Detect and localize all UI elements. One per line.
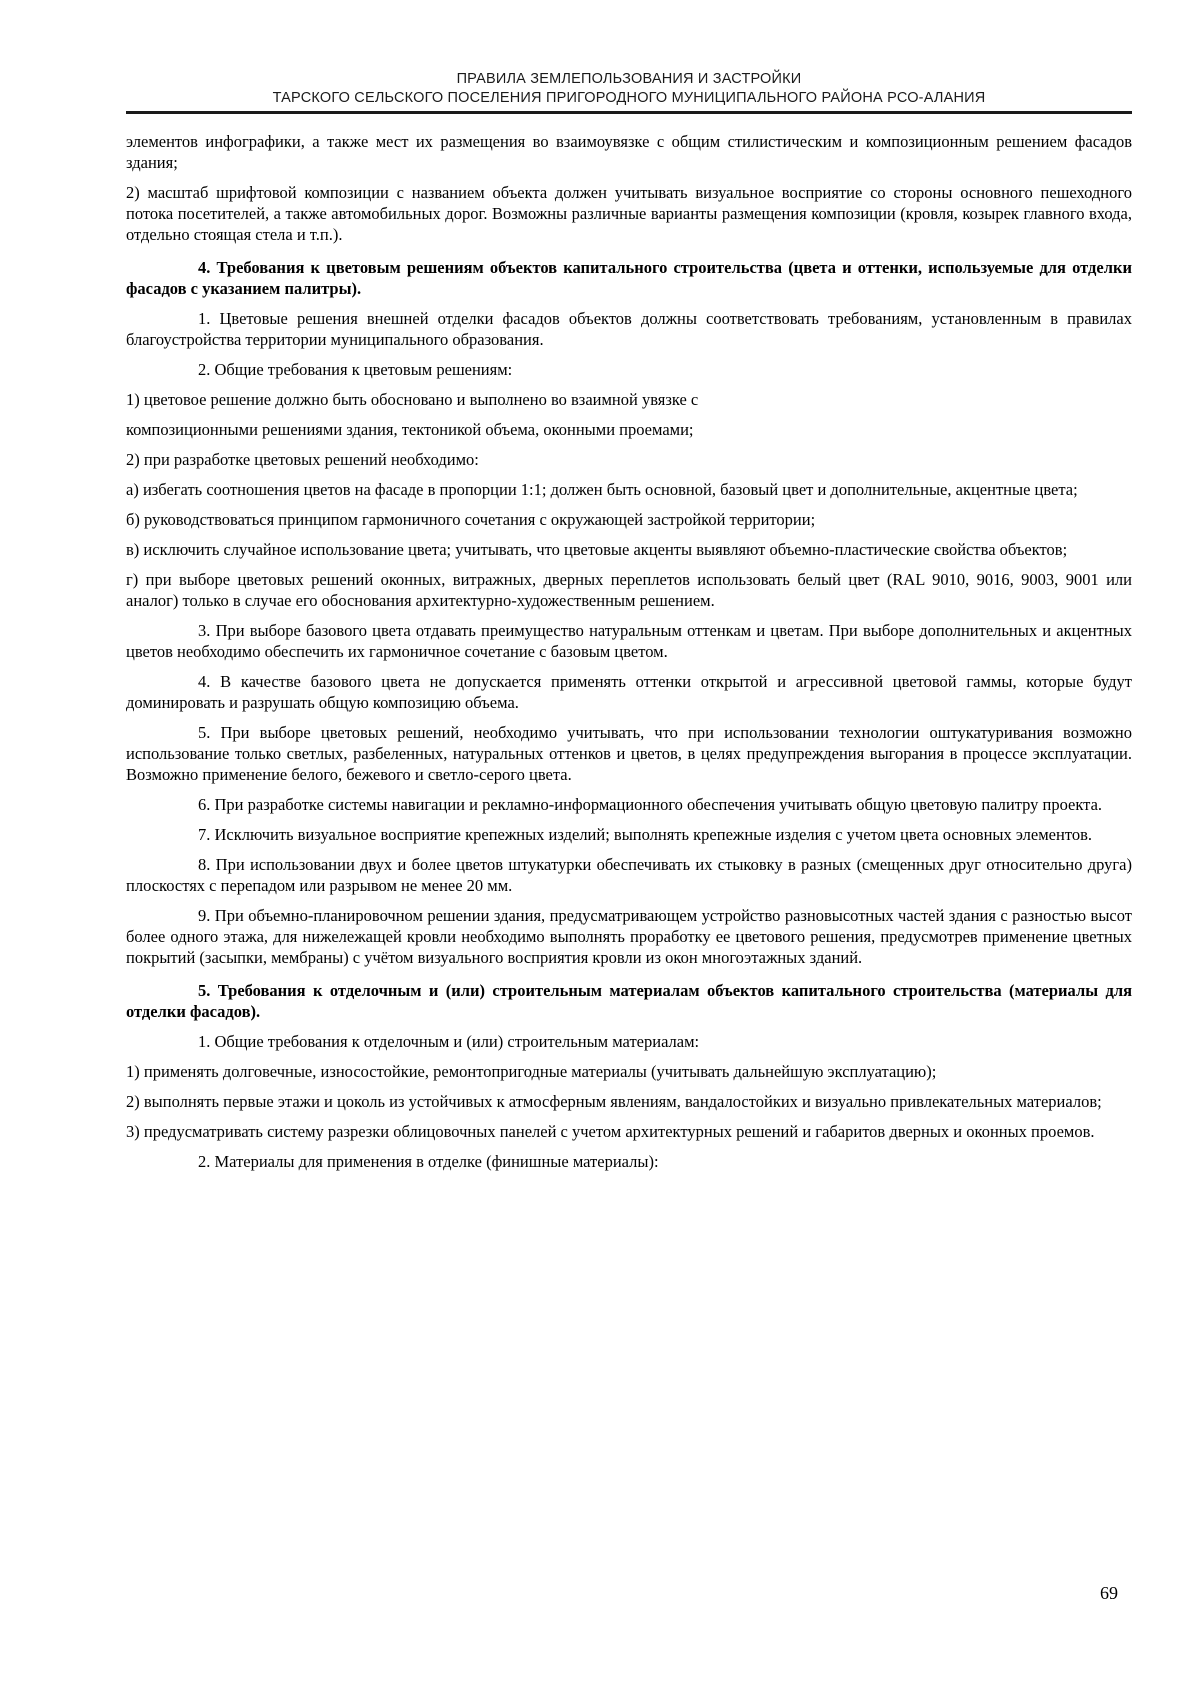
section-heading: 5. Требования к отделочным и (или) строительным материалам объектов капитального строительства (материалы для отделки фасадов). <box>126 981 1132 1021</box>
paragraph: композиционными решениями здания, тектоникой объема, оконными проемами; <box>126 420 694 439</box>
paragraph: 2) масштаб шрифтовой композиции с названием объекта должен учитывать визуальное восприятие со стороны основного пешеходного потока посетителей, а также автомобильных дорог. Возможны различные варианты размещения композиции (кровля, козырек главного входа, отдельно стоящая стела и т.п.). <box>126 183 1132 244</box>
paragraph: 7. Исключить визуальное восприятие крепежных изделий; выполнять крепежные изделия с учетом цвета основных элементов. <box>198 825 1092 844</box>
paragraph: 6. При разработке системы навигации и рекламно-информационного обеспечения учитывать общую цветовую палитру проекта. <box>198 795 1103 814</box>
paragraph: 9. При объемно-планировочном решении здания, предусматривающем устройство разновысотных частей здания с разностью высот более одного этажа, для нижележащей кровли необходимо выполнять проработку ее цветового решения, предусмотрев применение цветных покрытий (засыпки, мембраны) с учётом визуального восприятия кровли из окон многоэтажных зданий. <box>126 906 1132 967</box>
running-header <box>126 70 1132 114</box>
section-heading: 4. Требования к цветовым решениям объектов капитального строительства (цвета и оттенки, используемые для отделки фасадов с указанием палитры). <box>126 258 1132 298</box>
page-number: 69 <box>1100 1583 1118 1603</box>
paragraph: 3. При выборе базового цвета отдавать преимущество натуральным оттенкам и цветам. При выборе дополнительных и акцентных цветов необходимо обеспечить их гармоничное сочетание с базовым цветом. <box>126 621 1132 661</box>
paragraph: 1) применять долговечные, износостойкие, ремонтопригодные материалы (учитывать дальнейшую эксплуатацию); <box>126 1062 937 1081</box>
paragraph: 2) выполнять первые этажи и цоколь из устойчивых к атмосферным явлениям, вандалостойких и визуально привлекательных материалов; <box>126 1092 1102 1111</box>
paragraph: элементов инфографики, а также мест их размещения во взаимоувязке с общим стилистическим и композиционным решением фасадов здания; <box>126 132 1132 172</box>
paragraph: 2. Общие требования к цветовым решениям: <box>198 360 513 379</box>
paragraph: б) руководствоваться принципом гармоничного сочетания с окружающей застройкой территории; <box>126 510 816 529</box>
paragraph: 8. При использовании двух и более цветов штукатурки обеспечивать их стыковку в разных (смещенных друг относительно друга) плоскостях с перепадом или разрывом не менее 20 мм. <box>126 855 1132 895</box>
paragraph: 2) при разработке цветовых решений необходимо: <box>126 450 479 469</box>
document-page <box>126 70 1132 1181</box>
paragraph: 3) предусматривать систему разрезки облицовочных панелей с учетом архитектурных решений и габаритов дверных и оконных проемов. <box>126 1122 1095 1141</box>
paragraph: 1. Цветовые решения внешней отделки фасадов объектов должны соответствовать требованиям, установленным в правилах благоустройства территории муниципального образования. <box>126 309 1132 349</box>
paragraph: 5. При выборе цветовых решений, необходимо учитывать, что при использовании технологии оштукатуривания возможно использование только светлых, разбеленных, натуральных оттенков и цветов, в целях предупреждения выгорания в процессе эксплуатации. Возможно применение белого, бежевого и светло-серого цвета. <box>126 723 1132 784</box>
paragraph: 2. Материалы для применения в отделке (финишные материалы): <box>198 1152 659 1171</box>
paragraph: а) избегать соотношения цветов на фасаде в пропорции 1:1; должен быть основной, базовый цвет и дополнительные, акцентные цвета; <box>126 480 1078 499</box>
header-line-2: ТАРСКОГО СЕЛЬСКОГО ПОСЕЛЕНИЯ ПРИГОРОДНОГО МУНИЦИПАЛЬНОГО РАЙОНА РСО-АЛАНИЯ <box>272 90 986 106</box>
header-line-1: ПРАВИЛА ЗЕМЛЕПОЛЬЗОВАНИЯ И ЗАСТРОЙКИ <box>456 71 802 87</box>
paragraph: 1) цветовое решение должно быть обосновано и выполнено во взаимной увязке с <box>126 390 699 409</box>
paragraph: в) исключить случайное использование цвета; учитывать, что цветовые акценты выявляют объемно-пластические свойства объектов; <box>126 540 1068 559</box>
paragraph: г) при выборе цветовых решений оконных, витражных, дверных переплетов использовать белый цвет (RAL 9010, 9016, 9003, 9001 или аналог) только в случае его обоснования архитектурно-художественным решением. <box>126 570 1132 610</box>
paragraph: 1. Общие требования к отделочным и (или) строительным материалам: <box>198 1032 700 1051</box>
document-body <box>126 131 1132 1172</box>
paragraph: 4. В качестве базового цвета не допускается применять оттенки открытой и агрессивной цветовой гаммы, которые будут доминировать и разрушать общую композицию объема. <box>126 672 1132 712</box>
